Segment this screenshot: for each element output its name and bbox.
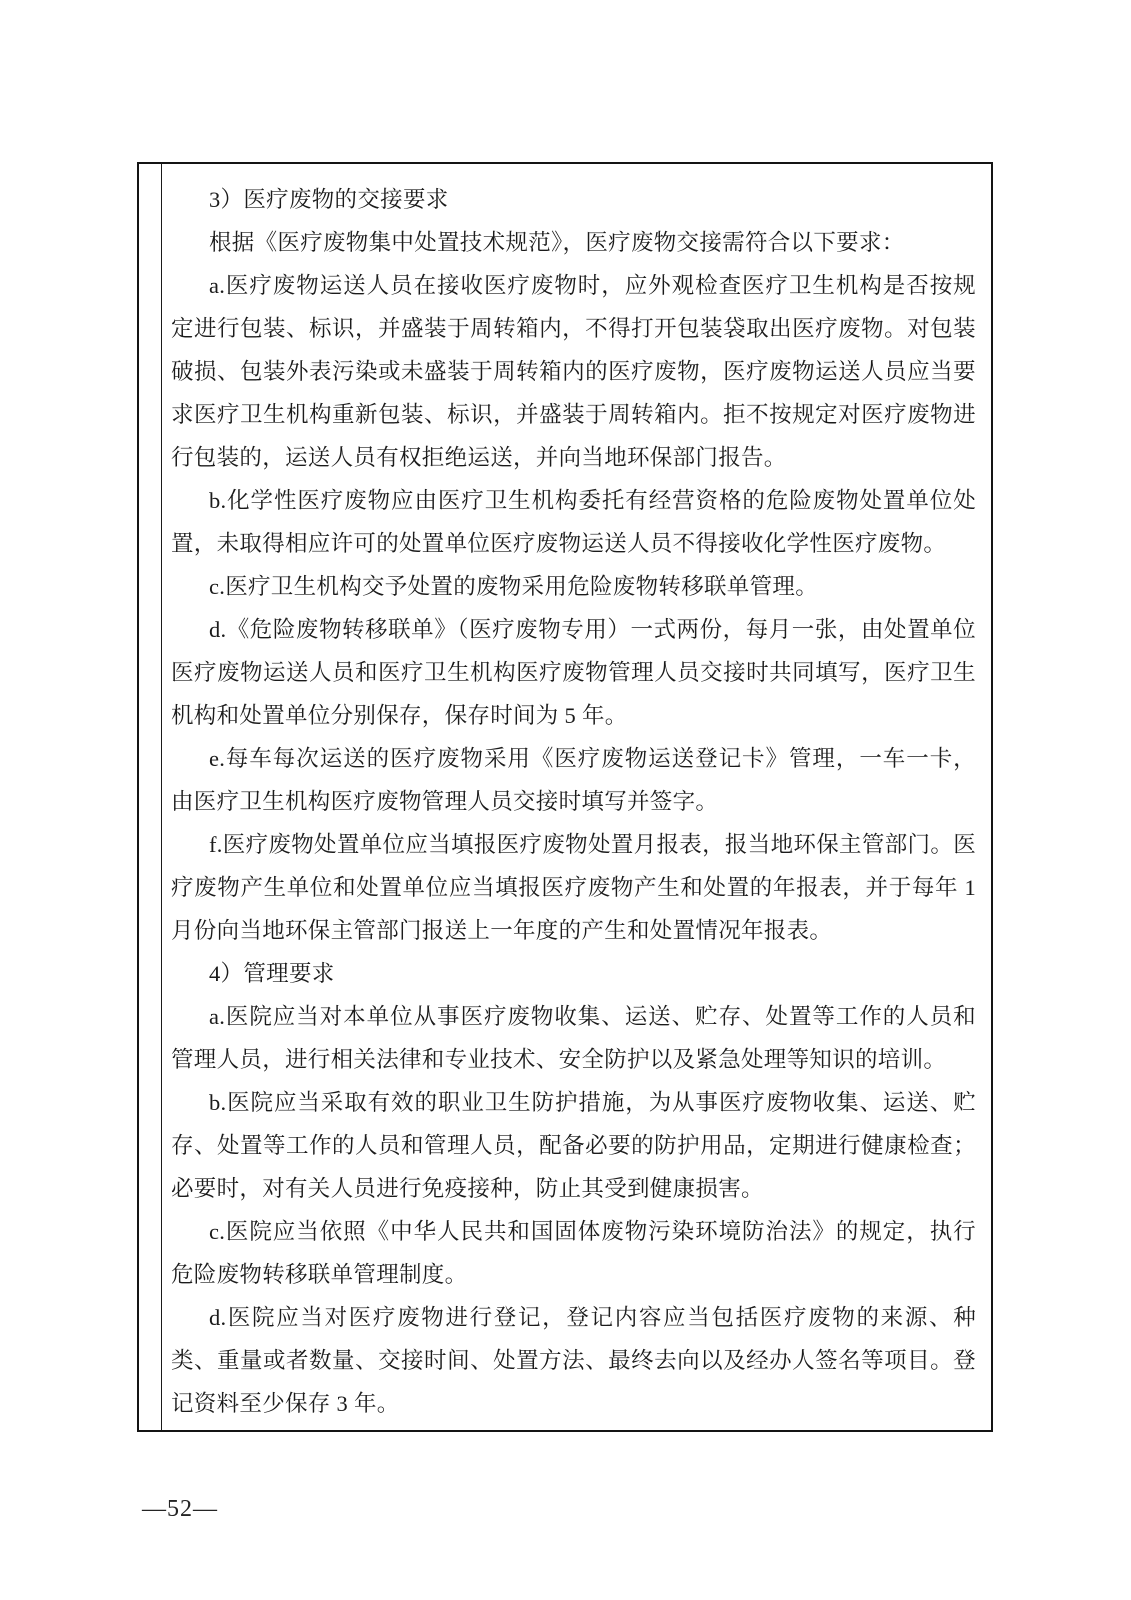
doc-paragraph: b.医院应当采取有效的职业卫生防护措施，为从事医疗废物收集、运送、贮存、处置等工作的人员和管理人员，配备必要的防护用品，定期进行健康检查；必要时，对有关人员进行免疫接种，防止其受到健康损害。 [171,1090,976,1201]
table-gutter-cell [139,164,162,1430]
content-table [137,162,993,1432]
section-heading-3: 3）医疗废物的交接要求 [209,187,449,212]
section-heading-4: 4）管理要求 [209,961,335,986]
doc-paragraph: d.医院应当对医疗废物进行登记，登记内容应当包括医疗废物的来源、种类、重量或者数量、交接时间、处置方法、最终去向以及经办人签名等项目。登记资料至少保存 3 年。 [171,1305,976,1416]
doc-paragraph: f.医疗废物处置单位应当填报医疗废物处置月报表，报当地环保主管部门。医疗废物产生单位和处置单位应当填报医疗废物产生和处置的年报表，并于每年 1 月份向当地环保主管部门报送上一年度的产生和处置情况年报表。 [171,832,976,943]
page-number: —52— [142,1496,218,1522]
doc-paragraph: d.《危险废物转移联单》（医疗废物专用）一式两份，每月一张，由处置单位医疗废物运送人员和医疗卫生机构医疗废物管理人员交接时共同填写，医疗卫生机构和处置单位分别保存，保存时间为 5 年。 [171,617,976,728]
doc-paragraph: c.医院应当依照《中华人民共和国固体废物污染环境防治法》的规定，执行危险废物转移联单管理制度。 [171,1219,976,1287]
table-content-cell [162,164,991,1430]
doc-paragraph: a.医院应当对本单位从事医疗废物收集、运送、贮存、处置等工作的人员和管理人员，进行相关法律和专业技术、安全防护以及紧急处理等知识的培训。 [171,1004,976,1072]
doc-paragraph: 根据《医疗废物集中处置技术规范》，医疗废物交接需符合以下要求： [209,230,905,255]
doc-paragraph: b.化学性医疗废物应由医疗卫生机构委托有经营资格的危险废物处置单位处置，未取得相应许可的处置单位医疗废物运送人员不得接收化学性医疗废物。 [171,488,976,556]
doc-paragraph: a.医疗废物运送人员在接收医疗废物时，应外观检查医疗卫生机构是否按规定进行包装、标识，并盛装于周转箱内，不得打开包装袋取出医疗废物。对包装破损、包装外表污染或未盛装于周转箱内的医疗废物，医疗废物运送人员应当要求医疗卫生机构重新包装、标识，并盛装于周转箱内。拒不按规定对医疗废物进行包装的，运送人员有权拒绝运送，并向当地环保部门报告。 [171,273,976,470]
doc-paragraph: e.每车每次运送的医疗废物采用《医疗废物运送登记卡》管理，一车一卡，由医疗卫生机构医疗废物管理人员交接时填写并签字。 [171,746,976,814]
doc-paragraph: c.医疗卫生机构交予处置的废物采用危险废物转移联单管理。 [209,574,819,599]
